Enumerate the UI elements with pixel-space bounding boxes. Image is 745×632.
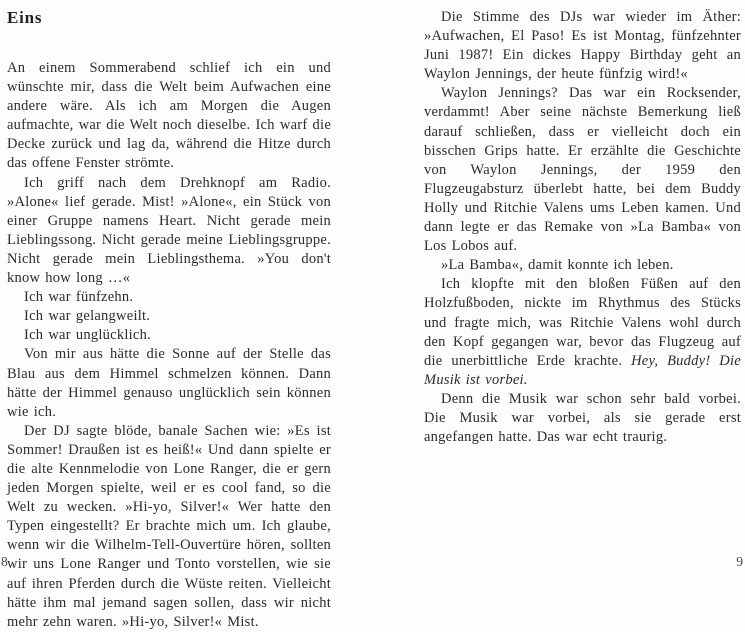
text-run: Die Stimme des DJs war wieder im Äther: »Aufwachen, El Paso! Es ist Montag, fünfzehnter Juni 1987! Ein dickes Happy Birthday geht an Waylon Jennings, der heute fünfzig wird!«: [424, 9, 741, 83]
text-run: Ich war fünfzehn.: [24, 289, 134, 306]
text-run: An einem Sommerabend schlief ich ein und wünschte mir, dass die Welt beim Aufwachen eine andere wäre. Als ich am Morgen die Augen aufmachte, war die Welt noch dieselbe. Ich warf die Decke zurück und lag da, während die Hitze durch das offene Fenster strömte.: [7, 60, 331, 172]
paragraph: [424, 275, 741, 390]
text-run: Ich griff nach dem Drehknopf am Radio. »Alone« lief gerade. Mist! »Alone«, ein Stück von einer Gruppe namens Heart. Nicht gerade mein Lieblingssong. Nicht gerade meine Lieblingsgruppe. Nicht gerade mein Lieblingsthema. »You don't know how long …«: [7, 174, 331, 287]
left-page: [7, 8, 331, 630]
paragraph: [424, 8, 741, 84]
paragraph: [7, 307, 331, 326]
right-page-paragraphs: [424, 8, 741, 447]
paragraph: [7, 422, 331, 632]
paragraph: [424, 84, 741, 256]
paragraph: [424, 390, 741, 447]
paragraph: [7, 345, 331, 421]
text-run: Ich war gelangweilt.: [24, 308, 151, 325]
text-run: Ich klopfte mit den bloßen Füßen auf den Holzfußboden, nickte im Rhythmus des Stücks und fragte mich, was Ritchie Valens wohl durch den Kopf gegangen war, bevor das Flugzeug auf die unerbittliche Erde krachte.: [424, 276, 741, 369]
left-page-paragraphs: [7, 59, 331, 632]
paragraph: [7, 326, 331, 345]
left-page-number: 8: [1, 554, 8, 569]
text-run: »La Bamba«, damit konnte ich leben.: [441, 257, 674, 274]
paragraph: [424, 256, 741, 275]
text-run: Von mir aus hätte die Sonne auf der Stelle das Blau aus dem Himmel schmelzen können. Dann hätte der Himmel genauso unglücklich sein können wie ich.: [7, 346, 331, 420]
chapter-title: Eins: [7, 8, 43, 27]
paragraph: [7, 288, 331, 307]
right-page-number: 9: [736, 554, 743, 569]
text-run: Waylon Jennings? Das war ein Rocksender, verdammt! Aber seine nächste Bemerkung ließ darauf schließen, dass er vielleicht doch ein bisschen Grips hatte. Er erzählte die Geschichte von Waylon Jennings, der 1959 den Flugzeugabsturz überlebt hatte, bei dem Buddy Holly und Ritchie Valens ums Leben kamen. Und dann legte er das Remake von »La Bamba« von Los Lobos auf.: [424, 85, 741, 255]
text-run: Denn die Musik war schon sehr bald vorbei. Die Musik war vorbei, als sie gerade erst angefangen hatte. Das war echt traurig.: [424, 390, 741, 446]
text-run: Ich war unglücklich.: [24, 327, 151, 344]
text-run: Der DJ sagte blöde, banale Sachen wie: »Es ist Sommer! Draußen ist es heiß!« Und dann spielte er die alte Kennmelodie von Lone Ranger, die er gern jeden Morgen spielte, weil er es cool fand, so die Welt zu wecken. »Hi-yo, Silver!« Wer hatte den Typen eingestellt? Er brachte mich um. Ich glaube, wenn wir die Wilhelm-Tell-Ouvertüre hören, sollten wir uns Lone Ranger und Tonto vorstellen, wie sie auf ihren Pferden durch die Wüste reiten. Vielleicht hätte ihm mal jemand sagen sollen, dass wir nicht mehr zehn waren. »Hi-yo, Silver!« Mist.: [7, 422, 331, 630]
italic-text-run: Hey, Buddy! Die Musik ist vorbei.: [424, 352, 741, 388]
paragraph: [7, 59, 331, 174]
right-page: [424, 8, 741, 588]
paragraph: [7, 174, 331, 289]
